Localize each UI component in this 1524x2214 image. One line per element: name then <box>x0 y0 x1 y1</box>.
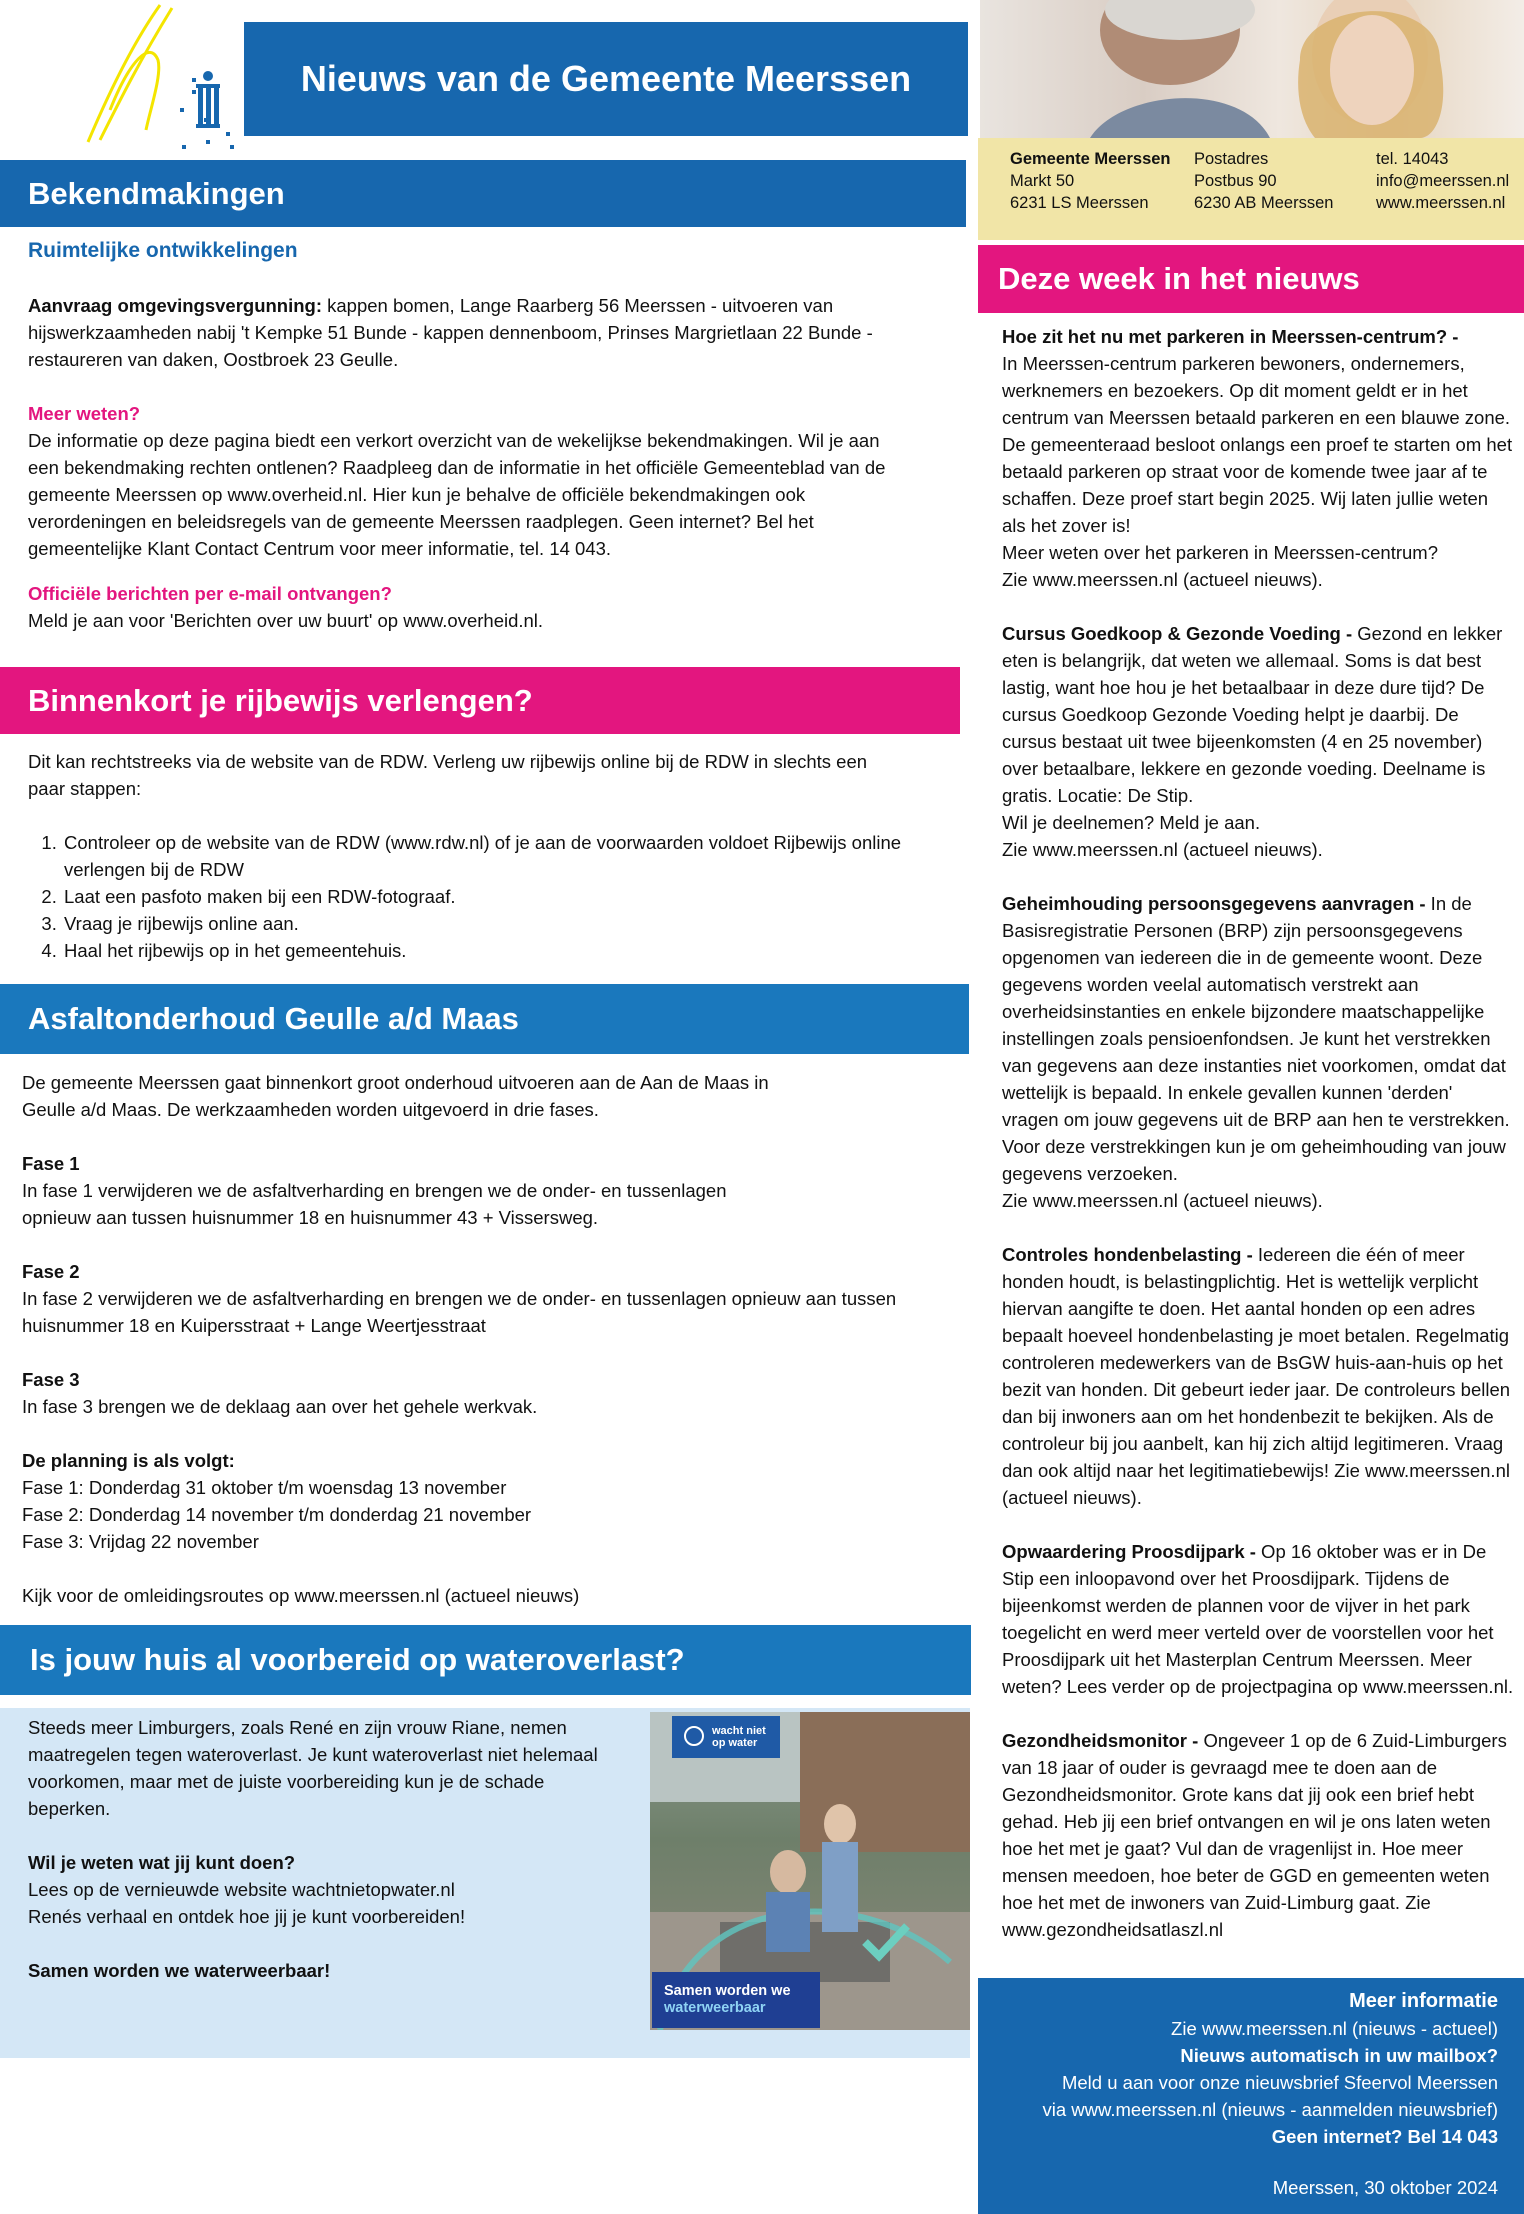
section-heading-water: Is jouw huis al voorbereid op wateroverlast? <box>0 1625 971 1695</box>
bekendmakingen-body <box>28 236 928 634</box>
municipality-logo <box>80 0 240 160</box>
news-item-link[interactable]: Zie www.meerssen.nl (actueel nieuws). <box>1002 1190 1323 1211</box>
contact-street: Markt 50 <box>1010 172 1075 190</box>
asfalt-outro: Kijk voor de omleidingsroutes op www.meerssen.nl (actueel nieuws) <box>22 1585 580 1606</box>
info-line[interactable]: Zie www.meerssen.nl (nieuws - actueel) <box>1171 2018 1498 2039</box>
rijbewijs-intro: Dit kan rechtstreeks via de website van de RDW. Verleng uw rijbewijs online bij de RDW in slechts een paar stappen: <box>28 751 868 799</box>
news-item-title: Opwaardering Proosdijpark - <box>1002 1541 1256 1562</box>
rijbewijs-steps <box>28 829 908 964</box>
asfalt-body <box>22 1069 967 1609</box>
news-item-title: Geheimhouding persoonsgegevens aanvragen - <box>1002 893 1426 914</box>
asfalt-intro-1: De gemeente Meerssen gaat binnenkort groot onderhoud uitvoeren aan de Aan de Maas in <box>22 1072 769 1093</box>
contact-block <box>978 138 1524 240</box>
planning-item: Fase 2: Donderdag 14 november t/m donderdag 21 november <box>22 1504 532 1525</box>
news-item-text: Op 16 oktober was er in De Stip een inloopavond over het Proosdijpark. Tijdens de bijeenkomst werden de plannen voor de vijver in het park toegelicht en werd meer verteld over de voorstellen voor het Proosdijpark uit het Masterplan Centrum Meerssen. Meer weten? Lees verder op de projectpagina op www.meerssen.nl. <box>1002 1541 1514 1697</box>
fase3-label: Fase 3 <box>22 1369 80 1390</box>
list-item: 3. Vraag je rijbewijs online aan. <box>62 910 908 937</box>
news-item-text: Ongeveer 1 op de 6 Zuid-Limburgers van 18 jaar of ouder is gevraagd mee te doen aan de Gezondheidsmonitor. Grote kans dat jij ook een brief hebt gehad. Heb jij een brief ontvangen en wil je ons laten weten hoe het met je gaat? Vul dan de vragenlijst in. Hoe meer mensen meedoen, hoe beter de GGD en gemeenten weten hoe het met de inwoners van Zuid-Limburg gaat. Zie www.gezondheidsatlaszl.nl <box>1002 1730 1507 1940</box>
caption-line: Samen worden we <box>664 1983 791 1999</box>
section-heading-asfalt: Asfaltonderhoud Geulle a/d Maas <box>0 984 969 1054</box>
subheading-ruimtelijk: Ruimtelijke ontwikkelingen <box>28 239 298 262</box>
news-item-more: Meer weten over het parkeren in Meerssen-centrum? <box>1002 542 1438 563</box>
news-item <box>1002 890 1514 1214</box>
water-body <box>28 1714 618 1984</box>
meer-weten-label: Meer weten? <box>28 403 141 424</box>
page-title: Nieuws van de Gemeente Meerssen <box>244 22 968 136</box>
water-link-text[interactable]: Lees op de vernieuwde website wachtnietopwater.nl <box>28 1879 455 1900</box>
contact-name: Gemeente Meerssen <box>1010 150 1171 168</box>
contact-phone: tel. 14043 <box>1376 150 1449 168</box>
info-line: Meld u aan voor onze nieuwsbrief Sfeervol Meerssen <box>1061 2072 1498 2093</box>
contact-website[interactable]: www.meerssen.nl <box>1376 194 1506 212</box>
postal-label: Postadres <box>1194 150 1269 168</box>
fase2-text: In fase 2 verwijderen we de asfaltverharding en brengen we de onder- en tussenlagen opnieuw aan tussen huisnummer 18 en Kuipersstraat + Lange Weertjesstraat <box>22 1288 897 1336</box>
planning-label: De planning is als volgt: <box>22 1450 235 1471</box>
info-title: Nieuws automatisch in uw mailbox? <box>1180 2045 1498 2066</box>
water-cta-text: Renés verhaal en ontdek hoe jij je kunt voorbereiden! <box>28 1906 466 1927</box>
contact-city: 6231 LS Meerssen <box>1010 194 1149 212</box>
list-item: 4. Haal het rijbewijs op in het gemeentehuis. <box>62 937 908 964</box>
water-slogan: Samen worden we waterweerbaar! <box>28 1960 331 1981</box>
section-heading-nieuws: Deze week in het nieuws <box>978 245 1524 313</box>
campaign-caption <box>652 1972 820 2028</box>
fase1-label: Fase 1 <box>22 1153 80 1174</box>
list-item: 2. Laat een pasfoto maken bij een RDW-fotograaf. <box>62 883 908 910</box>
postal-box: Postbus 90 <box>1194 172 1277 190</box>
news-item <box>1002 1538 1514 1700</box>
more-info-box <box>978 1978 1524 2214</box>
news-item-text: Gezond en lekker eten is belangrijk, dat weten we allemaal. Soms is dat best lastig, want hoe hou je het betaalbaar in deze dure tijd? De cursus Goedkoop Gezonde Voeding helpt je daarbij. De cursus bestaat uit twee bijeenkomsten (4 en 25 november) over betaalbare, lekkere en gezonde voeding. Deelname is gratis. Locatie: De Stip. <box>1002 623 1503 806</box>
meer-weten-text: De informatie op deze pagina biedt een verkort overzicht van de wekelijkse bekendmakingen. Wil je aan een bekendmaking rechten ontlenen? Raadpleeg dan de informatie in het officiële Gemeenteblad van de gemeente Meerssen op www.overheid.nl. Hier kun je behalve de officiële bekendmakingen ook verordeningen en beleidsregels van de gemeente Meerssen raadplegen. Geen internet? Bel het gemeentelijke Klant Contact Centrum voor meer informatie, tel. 14 043. <box>28 430 886 559</box>
water-question: Wil je weten wat jij kunt doen? <box>28 1852 296 1873</box>
news-item-more: Wil je deelnemen? Meld je aan. <box>1002 812 1261 833</box>
fase3-text: In fase 3 brengen we de deklaag aan over het gehele werkvak. <box>22 1396 538 1417</box>
news-item-title: Controles hondenbelasting - <box>1002 1244 1253 1265</box>
caption-line: waterweerbaar <box>664 2000 766 2016</box>
aanvraag-paragraph <box>28 292 908 373</box>
news-item-title: Cursus Goedkoop & Gezonde Voeding - <box>1002 623 1353 644</box>
aanvraag-text: kappen bomen, Lange Raarberg 56 Meerssen - uitvoeren van hijswerkzaamheden nabij 't Kempke 51 Bunde - kappen dennenboom, Prinses Margrietlaan 22 Bunde - restaureren van daken, Oostbroek 23 Geulle. <box>28 295 873 370</box>
news-item-link[interactable]: Zie www.meerssen.nl (actueel nieuws). <box>1002 839 1323 860</box>
badge-line: wacht niet <box>712 1725 766 1737</box>
planning-item: Fase 3: Vrijdag 22 november <box>22 1531 259 1552</box>
fase2-label: Fase 2 <box>22 1261 80 1282</box>
news-item-text: In Meerssen-centrum parkeren bewoners, ondernemers, werknemers en bezoekers. Op dit moment geldt er in het centrum van Meerssen betaald parkeren en een blauwe zone. De gemeenteraad besloot onlangs een proef te starten om het betaald parkeren op straat voor de komende twee jaar af te schaffen. Deze proef start begin 2025. Wij laten jullie weten als het zover is! <box>1002 353 1513 536</box>
fase1-text-2: opnieuw aan tussen huisnummer 18 en huisnummer 43 + Vissersweg. <box>22 1207 599 1228</box>
badge-line: op water <box>712 1737 758 1749</box>
news-item-text: Iedereen die één of meer honden houdt, is belastingplichtig. Het is wettelijk verplicht hiervan aangifte te doen. Het aantal honden op een adres bepaalt hoeveel hondenbelasting je moet betalen. Regelmatig controleren medewerkers van de BsGW huis-aan-huis op het bezit van honden. Dit gebeurt ieder jaar. De controleurs bellen dan bij inwoners aan om het hondenbezit te bekijken. Als de controleur bij jou aanbelt, kan hij zich altijd legitimeren. Vraag dan ook altijd naar het legitimatiebewijs! Zie www.meerssen.nl (actueel nieuws). <box>1002 1244 1511 1508</box>
section-heading-rijbewijs: Binnenkort je rijbewijs verlengen? <box>0 667 960 734</box>
news-item-text: In de Basisregistratie Personen (BRP) zijn persoonsgegevens opgenomen van iedereen die in de gemeente woont. Deze gegevens worden veelal automatisch verstrekt aan overheidsinstanties en enkele bijzondere maatschappelijke instellingen zoals pensioenfondsen. Je kunt het verstrekken van gegevens aan deze instanties niet voorkomen, omdat dat wettelijk is bepaald. In enkele gevallen kunnen 'derden' vragen om jouw gegevens uit de BRP aan hen te verstrekken. Voor deze verstrekkingen kun je om geheimhouding van jouw gegevens verzoeken. <box>1002 893 1510 1184</box>
header-photo <box>980 0 1524 138</box>
fase1-text-1: In fase 1 verwijderen we de asfaltverharding en brengen we de onder- en tussenlagen <box>22 1180 727 1201</box>
news-item <box>1002 1241 1514 1511</box>
planning-item: Fase 1: Donderdag 31 oktober t/m woensdag 13 november <box>22 1477 507 1498</box>
news-item <box>1002 1727 1514 1943</box>
campaign-badge <box>672 1716 780 1758</box>
list-item: 1. Controleer op de website van de RDW (www.rdw.nl) of je aan de voorwaarden voldoet Rijbewijs online verlengen bij de RDW <box>62 829 908 883</box>
asfalt-intro-2: Geulle a/d Maas. De werkzaamheden worden uitgevoerd in drie fases. <box>22 1099 599 1120</box>
postal-city: 6230 AB Meerssen <box>1194 194 1334 212</box>
publication-date: Meerssen, 30 oktober 2024 <box>1272 2177 1498 2198</box>
rijbewijs-body <box>28 748 908 964</box>
officiele-berichten-label: Officiële berichten per e-mail ontvangen? <box>28 583 392 604</box>
aanvraag-label: Aanvraag omgevingsvergunning: <box>28 295 322 316</box>
water-campaign-image <box>650 1712 970 2030</box>
info-title: Meer informatie <box>1349 1990 1498 2012</box>
officiele-berichten-text: Meld je aan voor 'Berichten over uw buurt' op www.overheid.nl. <box>28 610 544 631</box>
contact-email[interactable]: info@meerssen.nl <box>1376 172 1510 190</box>
news-item <box>1002 620 1514 863</box>
water-text: Steeds meer Limburgers, zoals René en zijn vrouw Riane, nemen maatregelen tegen wateroverlast. Je kunt wateroverlast niet helemaal voorkomen, maar met de juiste voorbereiding kun je de schade beperken. <box>28 1717 598 1819</box>
news-item-link[interactable]: Zie www.meerssen.nl (actueel nieuws). <box>1002 569 1323 590</box>
nieuws-body <box>1002 323 1514 1943</box>
section-heading-bekendmakingen: Bekendmakingen <box>0 160 966 227</box>
news-item-title: Gezondheidsmonitor - <box>1002 1730 1199 1751</box>
info-title: Geen internet? Bel 14 043 <box>1271 2126 1498 2147</box>
news-item <box>1002 323 1514 593</box>
water-drop-icon <box>684 1726 704 1746</box>
info-line[interactable]: via www.meerssen.nl (nieuws - aanmelden nieuwsbrief) <box>1042 2099 1498 2120</box>
news-item-title: Hoe zit het nu met parkeren in Meerssen-centrum? - <box>1002 326 1459 347</box>
